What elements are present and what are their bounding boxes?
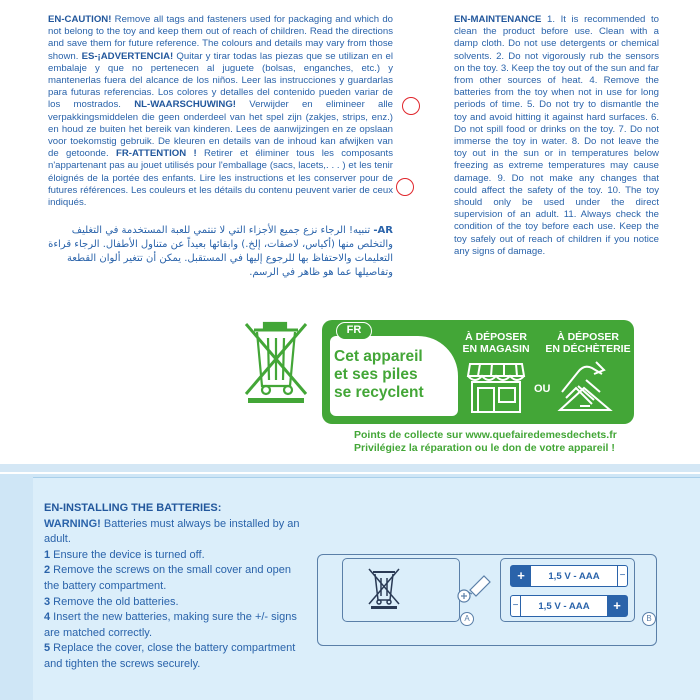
step-number: 1 (44, 548, 51, 561)
divider-stripe (0, 464, 700, 472)
crossed-bin-icon (366, 566, 402, 610)
battery-2 (510, 595, 628, 617)
recycle-hand-icon (556, 358, 618, 416)
en-caution-text: Remove all tags and fasteners used for packaging and which do not belong to the toy and keep them out of reach of children. Read the directions and save them for future reference. The colours and details may vary from those shown. (48, 14, 393, 62)
ar-caution-block (48, 224, 393, 280)
battery-minus-end: − (617, 566, 627, 586)
es-caution-text: Quitar y tirar todas las piezas que se utilizan en el embalaje y que no pertenecen al juguete (bolsas, enganches, etc.) y mantenerlas fuera del alcance de los niños. Leer las instrucciones y guardarlas para futuras referencias. Los colores y detalles del contenido pueden variar de los mostrados. (48, 50, 393, 111)
step-number: 4 (44, 611, 51, 624)
maintenance-heading: EN-MAINTENANCE (454, 14, 542, 25)
red-circle-marker (402, 97, 420, 115)
card-line-3: se recyclent (334, 384, 424, 401)
step-text: Insert the new batteries, making sure the +/- signs are matched correctly. (44, 611, 297, 639)
fr-caution-text: Retirer et éliminer tous les composants n'appartenant pas au jouet utilisés pour l'emballage (sacs, lacets,. . . ) et les tenir éloignés de la portée des enfants. Lire les instructions et les conserver pour de futures références. Les couleurs et les détails du contenu peuvent varier de ceux indiqués. (48, 148, 393, 209)
fr-badge: FR (336, 322, 372, 340)
maintenance-text: 1. It is recommended to clean the product before use. Clean with a damp cloth. Do not use detergents or chemical solvents. 2. Do not vigorously rub the sensors on the toy. 3. Keep the toy out of the sun and far from other sources of heat. 4. Remove the batteries from the toy when not in use for long periods of time. 5. Do not try to dismantle the toy and avoid hitting it against hard surfaces. 6. Do not spill food or drinks on the toy. 7. Do not immerse the toy in water. 8. Do not leave the toy out in the sun or in temperatures below freezing as extreme temperatures may cause damage. 9. Do not make any changes that could affect the safety of the toy. 10. The toy should only be used under the direct supervision of an adult. 11. Always check the condition of the toy before each use. Keep the toy safely out of reach of children if you notice any signs of damage. (454, 14, 659, 257)
screwdriver-icon (450, 572, 494, 612)
battery-step (44, 610, 302, 641)
battery-label: 1,5 V - AAA (538, 600, 590, 612)
en-caution-heading: EN-CAUTION! (48, 14, 112, 25)
collection-line-1: Points de collecte sur www.quefairedemesdechets.fr (354, 429, 617, 441)
fr-caution-heading: FR-ATTENTION ! (115, 148, 197, 160)
battery-plus-sign: + (511, 566, 531, 586)
store-heading-line-2: EN MAGASIN (462, 343, 530, 355)
step-text: Remove the screws on the small cover and open the battery compartment. (44, 564, 292, 592)
battery-step (44, 595, 302, 611)
step-number: 5 (44, 642, 51, 655)
card-line-1: Cet appareil (334, 348, 423, 365)
step-text: Ensure the device is turned off. (50, 548, 205, 561)
warning-text: Batteries must always be installed by an adult. (44, 517, 300, 546)
step-number: 2 (44, 564, 51, 577)
warning-heading: WARNING! (44, 517, 101, 530)
crossed-bin-icon (242, 320, 310, 404)
collection-points-text (354, 429, 654, 455)
store-heading-line-1: À DÉPOSER (465, 331, 527, 343)
battery-warning (44, 517, 302, 548)
step-text: Replace the cover, close the battery compartment and tighten the screws securely. (44, 642, 296, 670)
battery-step (44, 563, 302, 594)
tag-a: A (460, 612, 474, 626)
dump-heading (544, 331, 632, 355)
ar-caution-text: تنبيه! الرجاء نزع جميع الأجزاء التي لا تنتمي للعبة المستخدمة في التغليف والتخلص منها (أكياس، لاصقات، إلخ.) وابقائها بعيداً عن متناول الأطفال. الرجاء قراءة التعليمات والاحتفاظ بها للرجوع إليها في المستقبل. يمكن أن تتغير ألوان القطعة وتفاصيلها عما هو ظاهر في الرسم. (48, 225, 393, 278)
recycling-card-text (334, 348, 458, 402)
maintenance-text-block (454, 14, 659, 258)
dump-heading-line-2: EN DÉCHÈTERIE (545, 343, 631, 355)
battery-title: EN-INSTALLING THE BATTERIES: (44, 502, 222, 514)
battery-plus-sign: + (607, 596, 627, 616)
battery-step (44, 641, 302, 672)
caution-text-block (48, 14, 393, 209)
dump-heading-line-1: À DÉPOSER (557, 331, 619, 343)
nl-caution-heading: NL-WAARSCHUWING! (134, 99, 237, 111)
step-number: 3 (44, 595, 51, 608)
collection-line-2: Privilégiez la réparation ou le don de votre appareil ! (354, 442, 615, 454)
es-caution-heading: ES-¡ADVERTENCIA! (81, 50, 174, 62)
ar-caution-heading: AR- (373, 225, 393, 236)
battery-step (44, 548, 302, 564)
or-label: OU (534, 383, 551, 395)
store-icon (466, 360, 526, 416)
card-line-2: et ses piles (334, 366, 418, 383)
battery-instructions (44, 501, 302, 673)
battery-minus-end: − (511, 596, 521, 616)
store-heading (460, 331, 532, 355)
step-text: Remove the old batteries. (50, 595, 179, 608)
red-circle-marker (396, 178, 414, 196)
battery-1 (510, 565, 628, 587)
nl-caution-text: Verwijder en elimineer alle verpakkingsmiddelen die geen onderdeel van het spel zijn (zakjes, strips, enz.) en houd ze buiten het bereik van kinderen. Lees de aanwijzingen en ze opslaan voor toekomstig gebruik. De kleuren en details van de inhoud kan afwijken van de getoonde. (48, 99, 393, 160)
tag-b: B (642, 612, 656, 626)
battery-label: 1,5 V - AAA (548, 570, 600, 582)
